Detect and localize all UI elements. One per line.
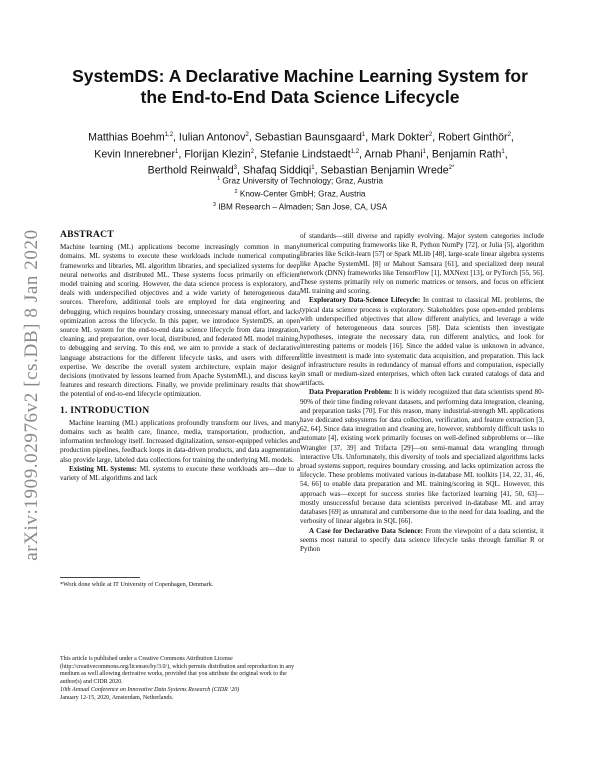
author-affiliation-marker: 1	[422, 148, 427, 155]
conference-name: 10th Annual Conference on Innovative Data Systems Research (CIDR ‘20)	[60, 686, 240, 693]
run-in-heading: Exploratory Data-Science Lifecycle:	[309, 296, 421, 305]
body-paragraph: Data Preparation Problem: It is widely recognized that data scientists spend 80-90% of their time finding relevant datasets, and performing data integration, cleaning, and preparation tasks [70]. For this reason, many industrial-strength ML applications have dedicated subsystems for data collection, verification, and feature extraction [3, 62, 64]. Since data integration and cleaning are, however, stubbornly difficult tasks to automate [4], existing work primarily focuses on well-defined subproblems or—like Wrangler [37, 39] and Trifacta [29]—on semi-manual data wrangling through interactive UIs. Unfortunately, this diversity of tools and specialized algorithms lacks broad systems support, requires boundary crossing, and lacks optimization across the lifecycle. These problems motivated various in-database ML toolkits [14, 22, 31, 46, 54, 66] to enable data preparation and ML training/scoring in SQL. However, this approach was—except for success stories like factorized learning [41, 50, 63]—mostly unsuccessful because data scientists perceived in-database ML and array databases [69] as unnatural and cumbersome due to the need for data loading, and the verbosity of linear algebra in SQL [66].	[300, 388, 544, 526]
author-name: Iulian Antonov	[178, 131, 246, 144]
author-name: Berthold Reinwald	[147, 164, 234, 177]
left-column	[60, 230, 300, 483]
author-name: Stefanie Lindstaedt	[259, 148, 351, 161]
author-affiliation-marker: 2	[507, 132, 511, 138]
footnote-text: *Work done while at IT University of Copenhagen, Denmark.	[60, 581, 214, 588]
author-affiliation-marker: 2	[250, 148, 255, 155]
run-in-heading: Data Preparation Problem:	[309, 388, 393, 397]
author-affiliation-marker: 1	[174, 148, 179, 155]
author-affiliation-marker: 1	[361, 132, 366, 138]
author-affiliation-marker: 2	[428, 132, 433, 138]
arxiv-watermark: arXiv:1909.02976v2 [cs.DB] 8 Jan 2020	[21, 229, 42, 561]
author-list: Matthias Boehm$^{1,2}$, Iulian Antonov$^2$, Sebastian Baunsgaard$^1$, Mark Dokter$^2$, Robert Ginthör$^2$, Kevin Innerebner$^1$, Florijan Klezin$^2$, Stefanie Lindstaedt$^{1,2}$, Arnab Phani$^1$, Benjamin Rath$^1$, Berthold Reinwald$^3$, Shafaq Siddiqi$^1$, Sebastian Benjamin Wrede$^{2*}$	[88, 131, 514, 177]
author-name: Kevin Innerebner	[94, 148, 175, 161]
body-paragraph: A Case for Declarative Data Science: From the viewpoint of a data scientist, it seems most natural to specify data science lifecycle tasks through familiar R or Python	[300, 526, 544, 553]
author-name: Shafaq Siddiqi	[242, 164, 312, 177]
abstract-text: Machine learning (ML) applications become increasingly common in many domains. ML systems to execute these workloads include numerical computing frameworks and libraries, ML algorithm libraries, and specialized systems for deep neural networks and distributed ML. These systems focus primarily on efficient model training and scoring. However, the data science process is exploratory, and deals with underspecified objectives and a wide variety of heterogeneous data sources. Therefore, additional tools are employed for data engineering and debugging, which requires boundary crossing, unnecessary manual effort, and lacks optimization across the lifecycle. In this paper, we introduce SystemDS, an open source ML system for the end-to-end data science lifecycle from data integration, cleaning, and preparation, over local, distributed, and federated ML model training, to debugging and serving. To this end, we aim to provide a stack of declarative language abstractions for the different lifecycle tasks, and users with different expertise. We describe the overall system architecture, explain major design decisions (motivated by lessons learned from Apache SystemML), and discuss key features and research directions. Finally, we provide preliminary results that show the potential of end-to-end lifecycle optimization.	[60, 243, 300, 399]
author-name: Florijan Klezin	[184, 148, 251, 161]
author-affiliation-marker: 2	[245, 132, 249, 138]
author-affiliation-marker: 3	[233, 165, 237, 172]
footnote	[60, 577, 300, 589]
affiliation: $^2$ Know-Center GmbH; Graz, Austria	[234, 189, 366, 199]
author-name: Matthias Boehm	[88, 131, 165, 144]
run-in-heading: A Case for Declarative Data Science:	[309, 526, 424, 535]
footnote-rule	[60, 577, 140, 578]
affiliation: $^3$ IBM Research – Almaden; San Jose, CA, USA	[212, 202, 388, 213]
affiliation: $^1$ Graz University of Technology; Graz, Austria	[217, 176, 383, 186]
author-name: Sebastian Baunsgaard	[254, 131, 362, 144]
conference-dates: January 12-15, 2020, Amsterdam, Netherlands.	[60, 694, 174, 701]
run-in-heading: Existing ML Systems:	[69, 464, 138, 473]
author-name: Benjamin Rath	[431, 148, 502, 161]
intro-paragraph: Existing ML Systems: ML systems to execute these workloads are—due to a variety of ML algorithms and lack	[60, 464, 300, 483]
author-name: Mark Dokter	[371, 131, 429, 144]
author-affiliation-marker: 1	[311, 165, 315, 172]
author-affiliation-marker: 2*	[448, 165, 455, 172]
intro-paragraph: Machine learning (ML) applications profoundly transform our lives, and many domains such as health care, finance, media, transportation, production, and information technology itself. Increased digitalization, sensor-equipped vehicles and production pipelines, feedback loops in data-driven products, and data augmentation also provide large, labeled data collections for training the underlying ML models.	[60, 418, 300, 464]
author-name: Robert Ginthör	[438, 131, 508, 144]
license-block	[60, 656, 300, 702]
author-affiliation-marker: 1,2	[350, 148, 360, 155]
right-column	[300, 232, 544, 554]
paper-title: SystemDS: A Declarative Machine Learning System for the End-to-End Data Science Lifecycle	[72, 66, 528, 107]
author-name: Arnab Phani	[364, 148, 423, 161]
author-name: Sebastian Benjamin Wrede	[320, 164, 449, 177]
author-affiliation-marker: 1,2	[164, 132, 174, 138]
license-text: This article is published under a Creative Commons Attribution License (http://creativecommons.org/licenses/by/3.0/), which permits distribution and reproduction in any medium as well allowing derivative works, provided that you attribute the original work to the author(s) and CIDR 2020.	[60, 656, 295, 686]
affiliation-list	[150, 174, 450, 214]
abstract-heading: ABSTRACT	[60, 229, 114, 240]
introduction-heading: 1. INTRODUCTION	[60, 404, 150, 416]
body-paragraph: Exploratory Data-Science Lifecycle: In contrast to classical ML problems, the typical data science process is exploratory. Stakeholders pose open-ended problems with underspecified objectives that allow different analytics, and leverage a wide variety of heterogeneous data sources [58]. Data scientists then investigate hypotheses, integrate the necessary data, run different analytics, and look for interesting patterns or models [16]. Since the added value is unknown in advance, little investment is made into systematic data acquisition, and preparation. This lack of infrastructure results in redundancy of manual efforts and computation, especially in small or medium-sized enterprises, which often lack curated catalogs of data and artifacts.	[300, 296, 544, 388]
body-paragraph: of standards—still diverse and rapidly evolving. Major system categories include numerical computing frameworks like R, Python NumPy [72], or Julia [5], algorithm libraries like Scikit-learn [57] or Spark MLlib [48], large-scale linear algebra systems like Apache SystemML [8] or Mahout Samsara [61], and specialized deep neural network (DNN) frameworks like TensorFlow [1], MXNext [13], or PyTorch [55, 56]. These systems primarily rely on numeric matrices or tensors, and focus on efficient ML training and scoring.	[300, 232, 544, 296]
author-affiliation-marker: 1	[501, 148, 505, 155]
